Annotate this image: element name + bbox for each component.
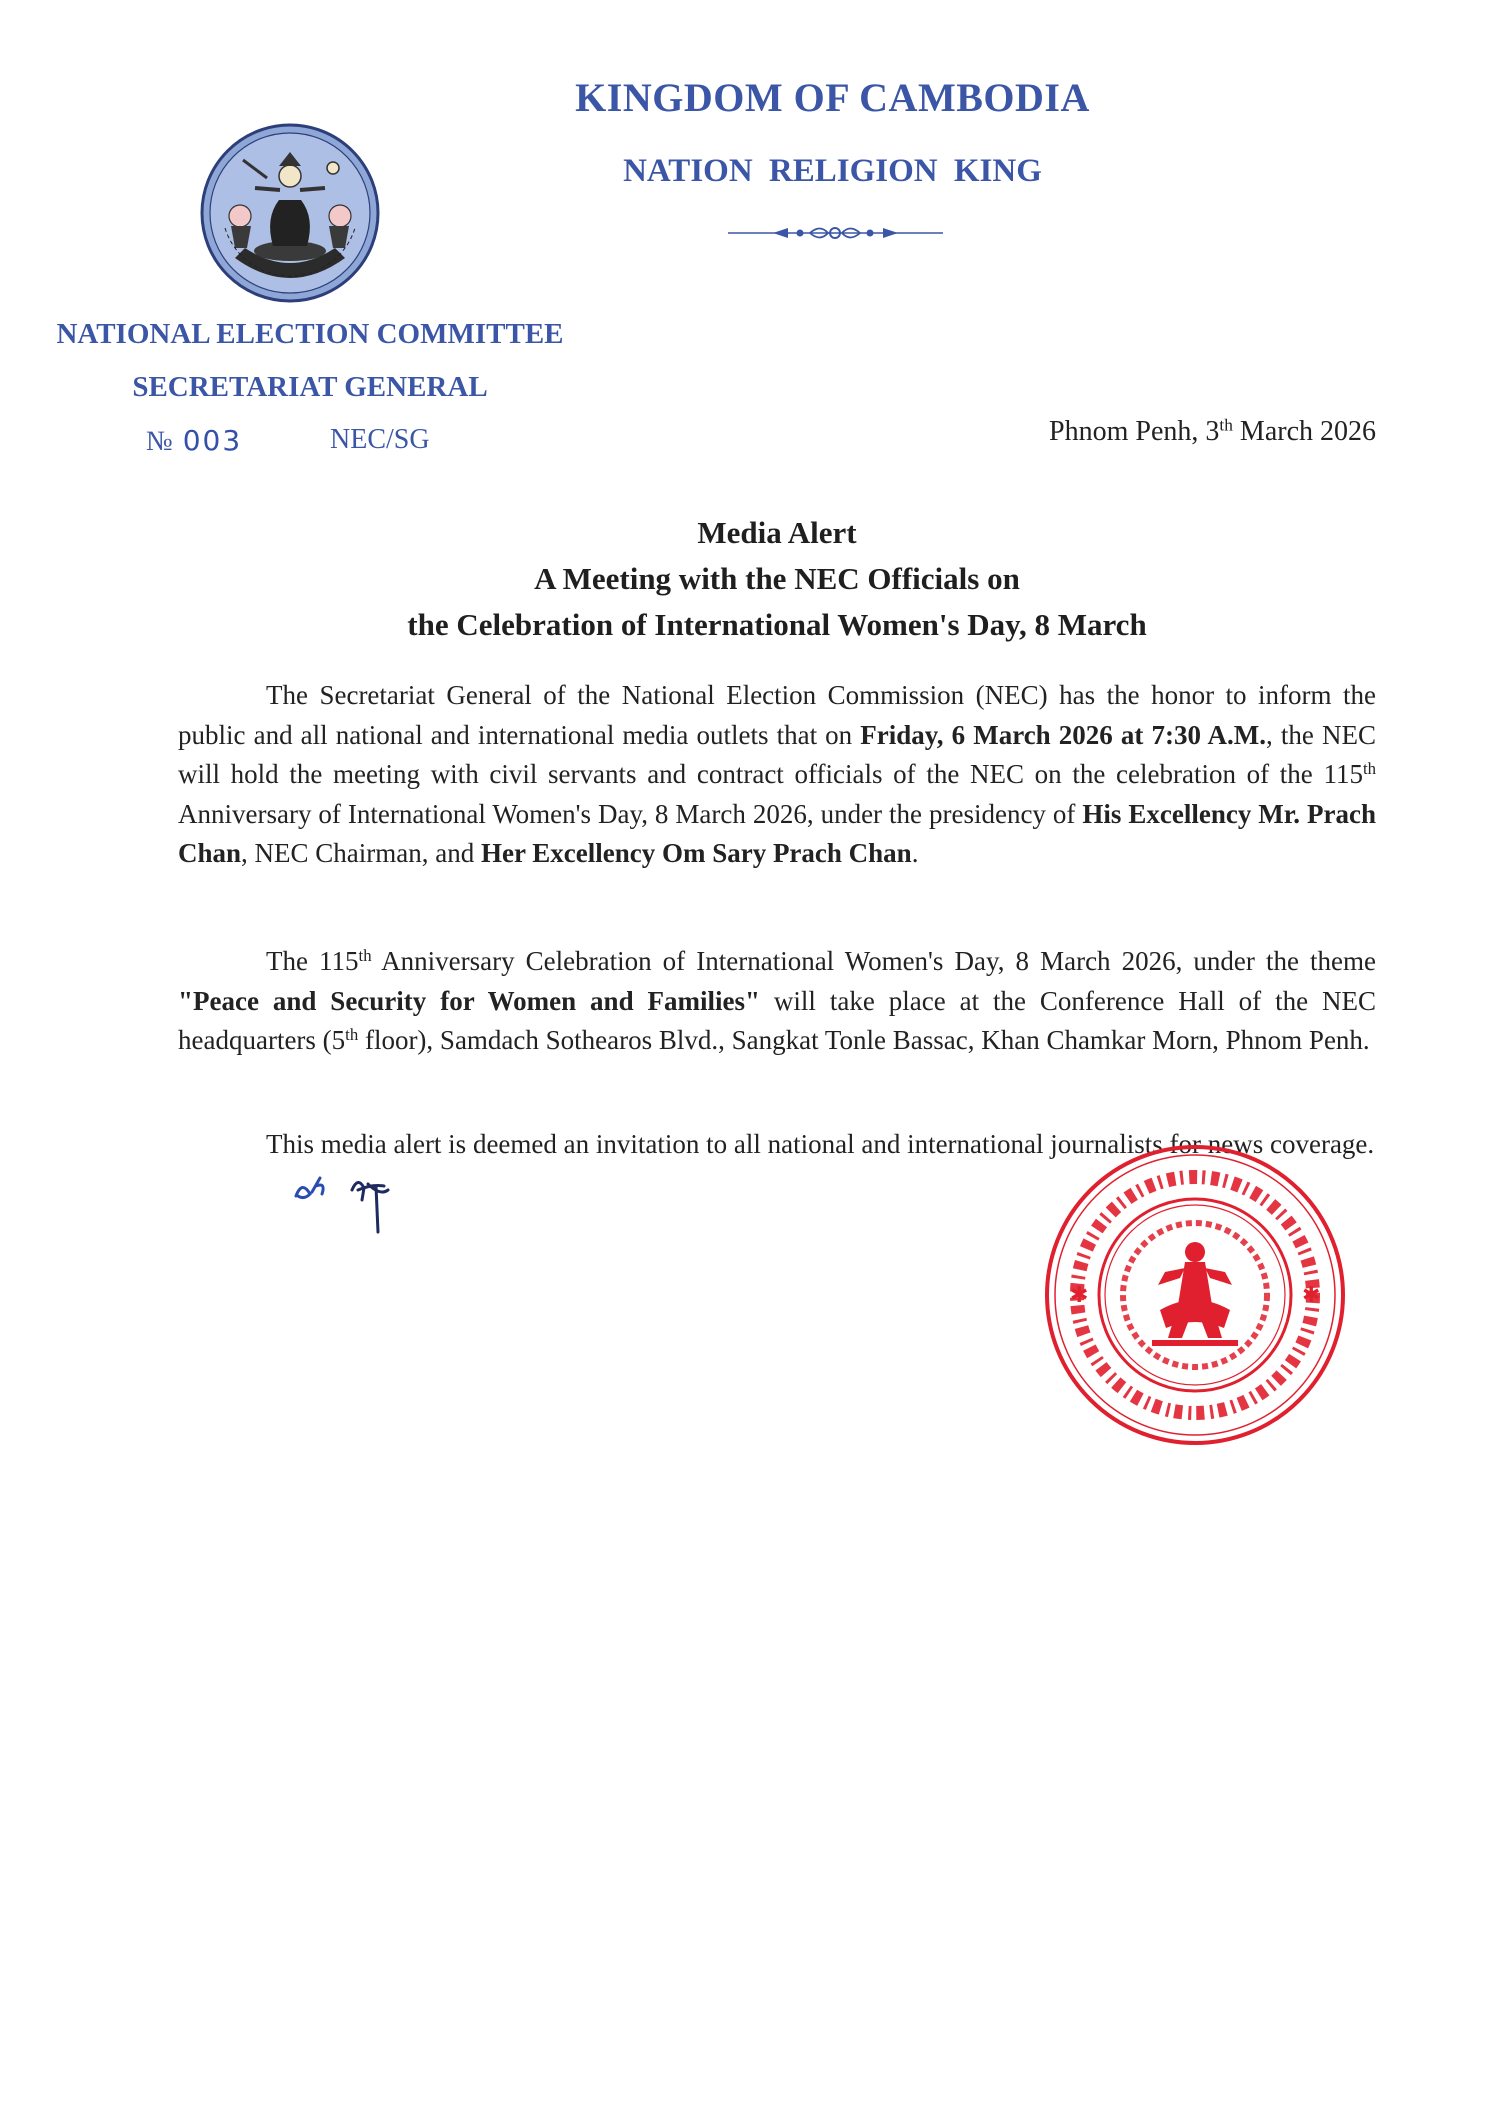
kingdom-heading: KINGDOM OF CAMBODIA xyxy=(575,75,1090,120)
p1-text-3: Anniversary of International Women's Day, 8 March 2026, under the presidency of xyxy=(178,798,1083,829)
p2-ordinal-suffix: th xyxy=(358,945,372,965)
p2-text-3: will take place at the Conference Hall of the NEC headquarters (5 xyxy=(178,985,1376,1055)
decorative-divider xyxy=(728,222,943,244)
date-day: 3 xyxy=(1205,416,1220,447)
p1-text-5: . xyxy=(911,838,919,868)
number-label: № xyxy=(146,426,173,457)
p1-chairman-name: His Excellency Mr. Prach Chan xyxy=(178,798,1376,868)
p2-floor-suffix: th xyxy=(345,1024,359,1044)
date-place: Phnom Penh, xyxy=(1049,416,1206,447)
paragraph-1 xyxy=(178,676,1376,874)
title-line-2: A Meeting with the NEC Officials on xyxy=(534,561,1020,596)
paragraph-2 xyxy=(178,942,1376,1061)
p2-text-4: floor), Samdach Sothearos Blvd., Sangkat Tonle Bassac, Khan Chamkar Morn, Phnom Penh. xyxy=(358,1025,1370,1055)
reference-code: NEC/SG xyxy=(330,424,430,455)
p1-text-4: , NEC Chairman, and xyxy=(241,838,481,868)
p1-ordinal-suffix: th xyxy=(1362,758,1376,778)
p3-text-1: This media alert is deemed an invitation to all national and international journalists for news coverage. xyxy=(266,1129,1375,1159)
date-month-year: March 2026 xyxy=(1232,416,1376,447)
p1-spouse-name: Her Excellency Om Sary Prach Chan xyxy=(481,838,912,868)
svg-text:✱: ✱ xyxy=(1302,1283,1321,1308)
p1-text-1: The Secretariat General of the National Election Commission (NEC) has the honor to inform the public and all national and international media outlets that on xyxy=(178,680,1376,750)
national-motto: NATION RELIGION KING xyxy=(623,153,1042,189)
p2-text-1: The 115 xyxy=(266,946,359,976)
committee-name: NATIONAL ELECTION COMMITTEE xyxy=(56,318,564,350)
document-title xyxy=(178,510,1376,648)
nec-emblem-logo xyxy=(195,108,385,318)
p2-theme: "Peace and Security for Women and Families" xyxy=(178,985,760,1016)
secretariat-name: SECRETARIAT GENERAL xyxy=(132,371,488,403)
date-line xyxy=(1049,416,1376,448)
date-day-suffix: th xyxy=(1219,415,1233,435)
number-value: 003 xyxy=(182,424,243,457)
title-line-3: the Celebration of International Women's Day, 8 March xyxy=(407,607,1147,642)
p1-text-2: , the NEC will hold the meeting with civil servants and contract officials of the NEC on the celebration of the 115 xyxy=(178,719,1376,789)
handwritten-initials xyxy=(292,1166,398,1236)
p1-event-datetime: Friday, 6 March 2026 at 7:30 A.M. xyxy=(860,719,1267,750)
title-line-1: Media Alert xyxy=(697,515,857,550)
official-red-seal xyxy=(1040,1140,1350,1450)
reference-number xyxy=(146,424,242,458)
svg-text:✱: ✱ xyxy=(1070,1283,1089,1308)
p2-text-2: Anniversary Celebration of International Women's Day, 8 March 2026, under the theme xyxy=(371,946,1376,976)
